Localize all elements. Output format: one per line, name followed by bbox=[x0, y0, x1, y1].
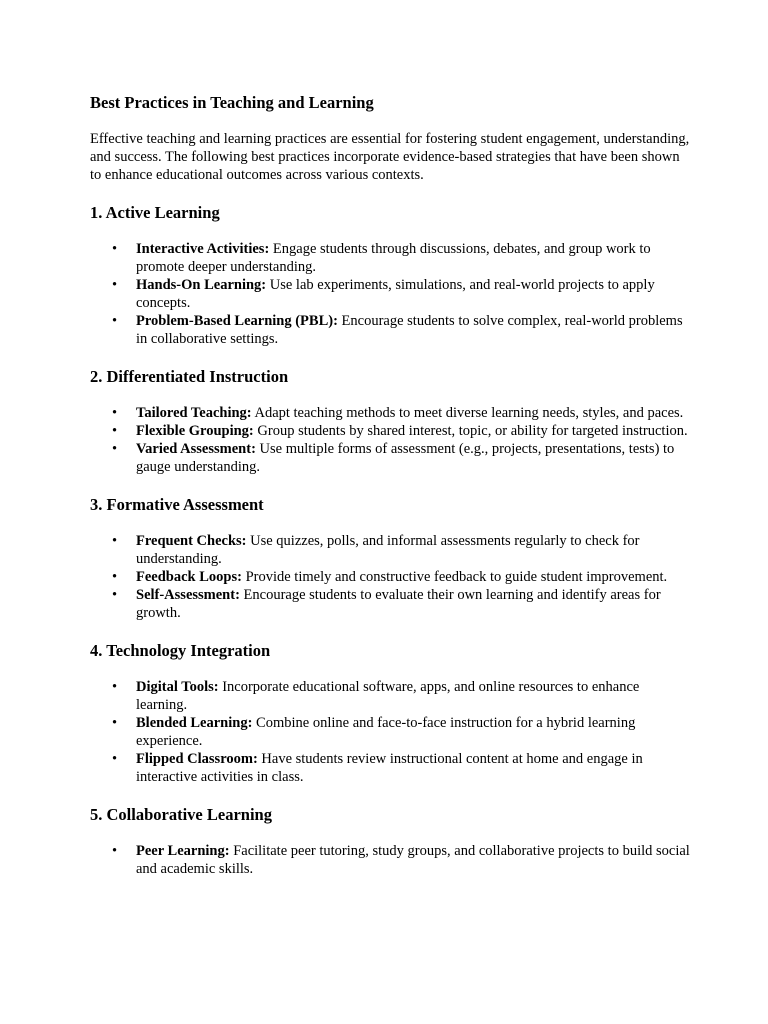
item-term: Blended Learning: bbox=[136, 715, 253, 731]
list-item bbox=[90, 404, 690, 422]
list-item bbox=[90, 750, 690, 786]
bullet-list bbox=[90, 678, 690, 786]
item-term: Interactive Activities: bbox=[136, 241, 270, 257]
list-item bbox=[90, 586, 690, 622]
item-term: Hands-On Learning: bbox=[136, 277, 267, 293]
list-item bbox=[90, 276, 690, 312]
list-item bbox=[90, 714, 690, 750]
section-heading: 1. Active Learning bbox=[90, 203, 220, 222]
bullet-list bbox=[90, 404, 690, 476]
item-text: Engage students through discussions, debates, and group work to promote deeper understanding. bbox=[136, 241, 651, 275]
bullet-icon: • bbox=[112, 679, 118, 695]
item-text: Use multiple forms of assessment (e.g., projects, presentations, tests) to gauge understanding. bbox=[136, 441, 675, 475]
section-differentiated-instruction bbox=[90, 366, 690, 476]
item-term: Feedback Loops: bbox=[136, 569, 242, 585]
item-text: Combine online and face-to-face instruction for a hybrid learning experience. bbox=[136, 715, 636, 749]
section-formative-assessment bbox=[90, 494, 690, 622]
list-item bbox=[90, 440, 690, 476]
section-active-learning bbox=[90, 202, 690, 348]
item-text: Encourage students to solve complex, real-world problems in collaborative settings. bbox=[136, 313, 683, 347]
list-item bbox=[90, 240, 690, 276]
bullet-icon: • bbox=[112, 313, 118, 329]
item-term: Tailored Teaching: bbox=[136, 405, 252, 421]
list-item bbox=[90, 678, 690, 714]
item-text: Group students by shared interest, topic, or ability for targeted instruction. bbox=[257, 423, 688, 439]
section-heading: 3. Formative Assessment bbox=[90, 495, 264, 514]
item-text: Have students review instructional content at home and engage in interactive activities in class. bbox=[136, 751, 643, 785]
bullet-icon: • bbox=[112, 587, 118, 603]
section-collaborative-learning bbox=[90, 804, 690, 878]
item-term: Flipped Classroom: bbox=[136, 751, 258, 767]
item-text: Provide timely and constructive feedback to guide student improvement. bbox=[245, 569, 668, 585]
list-item bbox=[90, 842, 690, 878]
bullet-list bbox=[90, 240, 690, 348]
section-heading: 2. Differentiated Instruction bbox=[90, 367, 289, 386]
bullet-icon: • bbox=[112, 241, 118, 257]
bullet-icon: • bbox=[112, 441, 118, 457]
item-term: Self-Assessment: bbox=[136, 587, 240, 603]
bullet-icon: • bbox=[112, 715, 118, 731]
document-page bbox=[90, 92, 690, 878]
bullet-list bbox=[90, 842, 690, 878]
section-heading: 5. Collaborative Learning bbox=[90, 805, 272, 824]
item-text: Facilitate peer tutoring, study groups, and collaborative projects to build social and academic skills. bbox=[136, 843, 690, 877]
item-term: Varied Assessment: bbox=[136, 441, 256, 457]
item-text: Use quizzes, polls, and informal assessments regularly to check for understanding. bbox=[136, 533, 640, 567]
item-text: Incorporate educational software, apps, and online resources to enhance learning. bbox=[136, 679, 640, 713]
bullet-icon: • bbox=[112, 533, 118, 549]
section-heading: 4. Technology Integration bbox=[90, 641, 271, 660]
bullet-icon: • bbox=[112, 843, 118, 859]
bullet-icon: • bbox=[112, 751, 118, 767]
bullet-icon: • bbox=[112, 569, 118, 585]
item-term: Flexible Grouping: bbox=[136, 423, 254, 439]
intro-paragraph: Effective teaching and learning practices are essential for fostering student engagement, understanding, and success. The following best practices incorporate evidence-based strategies that have been shown to enhance educational outcomes across various contexts. bbox=[90, 131, 690, 183]
document-title: Best Practices in Teaching and Learning bbox=[90, 93, 374, 112]
bullet-icon: • bbox=[112, 277, 118, 293]
item-text: Adapt teaching methods to meet diverse learning needs, styles, and paces. bbox=[254, 405, 684, 421]
item-term: Digital Tools: bbox=[136, 679, 219, 695]
item-text: Encourage students to evaluate their own learning and identify areas for growth. bbox=[136, 587, 661, 621]
list-item bbox=[90, 312, 690, 348]
list-item bbox=[90, 568, 690, 586]
bullet-icon: • bbox=[112, 405, 118, 421]
bullet-icon: • bbox=[112, 423, 118, 439]
list-item bbox=[90, 532, 690, 568]
bullet-list bbox=[90, 532, 690, 622]
item-text: Use lab experiments, simulations, and real-world projects to apply concepts. bbox=[136, 277, 655, 311]
list-item bbox=[90, 422, 690, 440]
section-technology-integration bbox=[90, 640, 690, 786]
item-term: Peer Learning: bbox=[136, 843, 230, 859]
item-term: Frequent Checks: bbox=[136, 533, 247, 549]
item-term: Problem-Based Learning (PBL): bbox=[136, 313, 338, 329]
